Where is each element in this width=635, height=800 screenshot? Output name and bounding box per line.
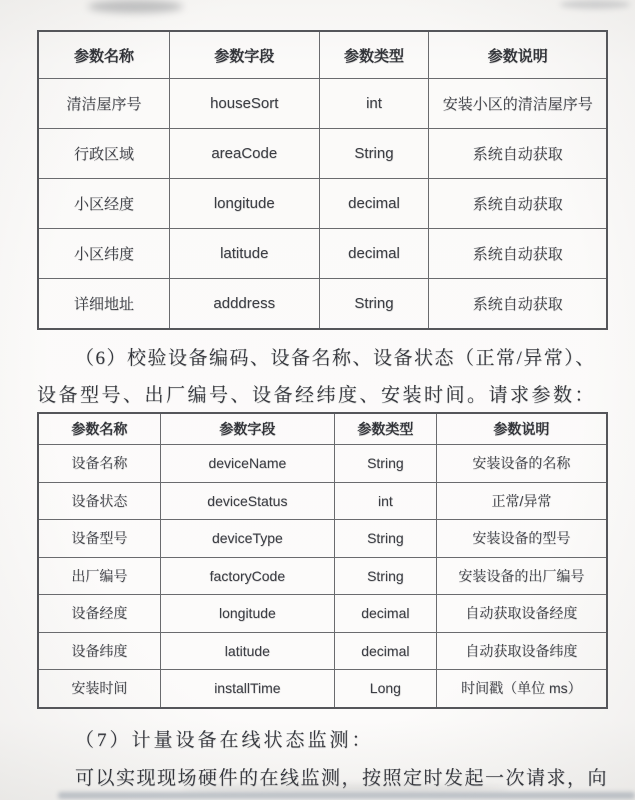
table-cell: String <box>319 129 429 179</box>
header-param-type: 参数类型 <box>334 413 436 445</box>
header-param-name: 参数名称 <box>38 413 160 445</box>
table-row <box>38 129 607 179</box>
table-cell: latitude <box>160 632 334 670</box>
table-cell: deviceStatus <box>160 482 334 520</box>
header-param-field: 参数字段 <box>160 413 334 445</box>
table-cell: 设备名称 <box>38 445 160 483</box>
table-cell: 系统自动获取 <box>429 229 607 279</box>
table-cell: String <box>334 520 436 558</box>
table-row <box>38 279 607 330</box>
table-cell: 安装设备的名称 <box>436 445 607 483</box>
header-param-field: 参数字段 <box>169 31 319 79</box>
table-cell: houseSort <box>169 79 319 129</box>
table-cell: latitude <box>169 229 319 279</box>
table-cell: 设备状态 <box>38 482 160 520</box>
table-cell: 安装时间 <box>38 670 160 708</box>
table-cell: 出厂编号 <box>38 557 160 595</box>
table-header-row <box>38 31 607 79</box>
parameter-table-device <box>37 412 608 709</box>
table-header-row <box>38 413 607 445</box>
table-cell: 安装设备的型号 <box>436 520 607 558</box>
photo-smudge-top <box>88 0 183 13</box>
table-cell: adddress <box>169 279 319 330</box>
header-param-desc: 参数说明 <box>436 413 607 445</box>
table-cell: 清洁屋序号 <box>38 79 169 129</box>
table-row <box>38 595 607 633</box>
table-cell: deviceName <box>160 445 334 483</box>
table-cell: String <box>319 279 429 330</box>
table-cell: 小区纬度 <box>38 229 169 279</box>
table-cell: 行政区域 <box>38 129 169 179</box>
table-row <box>38 179 607 229</box>
table-cell: 设备纬度 <box>38 632 160 670</box>
table-cell: longitude <box>160 595 334 633</box>
table-cell: 系统自动获取 <box>429 279 607 330</box>
table-row <box>38 557 607 595</box>
table-cell: 设备经度 <box>38 595 160 633</box>
table-cell: 安装小区的清洁屋序号 <box>429 79 607 129</box>
table-cell: 自动获取设备经度 <box>436 595 607 633</box>
paragraph-item-6 <box>37 340 612 414</box>
table-cell: deviceType <box>160 520 334 558</box>
table-cell: areaCode <box>169 129 319 179</box>
table-cell: 正常/异常 <box>436 482 607 520</box>
table-cell: int <box>334 482 436 520</box>
header-param-desc: 参数说明 <box>429 31 607 79</box>
photo-smudge-top-right <box>560 0 630 9</box>
table-cell: 系统自动获取 <box>429 179 607 229</box>
table-cell: longitude <box>169 179 319 229</box>
table-row <box>38 520 607 558</box>
table-cell: String <box>334 445 436 483</box>
table-row <box>38 229 607 279</box>
table-cell: 系统自动获取 <box>429 129 607 179</box>
table-cell: 详细地址 <box>38 279 169 330</box>
table-row <box>38 670 607 708</box>
table-cell: factoryCode <box>160 557 334 595</box>
table-cell: String <box>334 557 436 595</box>
header-param-type: 参数类型 <box>319 31 429 79</box>
table-cell: installTime <box>160 670 334 708</box>
table-cell: 安装设备的出厂编号 <box>436 557 607 595</box>
table-cell: decimal <box>334 595 436 633</box>
table-row <box>38 482 607 520</box>
table-cell: 设备型号 <box>38 520 160 558</box>
table-row <box>38 632 607 670</box>
header-param-name: 参数名称 <box>38 31 169 79</box>
table-cell: decimal <box>334 632 436 670</box>
paragraph-line: 可以实现现场硬件的在线监测，按照定时发起一次请求，向 <box>75 768 609 789</box>
table-row <box>38 445 607 483</box>
table-cell: 自动获取设备纬度 <box>436 632 607 670</box>
paragraph-line: 设备型号、出厂编号、设备经纬度、安装时间。请求参数： <box>37 385 597 406</box>
paragraph-line: （6）校验设备编码、设备名称、设备状态（正常/异常）、 <box>75 348 596 369</box>
paragraph-line: （7）计量设备在线状态监测： <box>75 730 374 751</box>
table-cell: decimal <box>319 229 429 279</box>
table-cell: Long <box>334 670 436 708</box>
paragraph-item-7 <box>37 722 612 798</box>
table-cell: int <box>319 79 429 129</box>
table-cell: decimal <box>319 179 429 229</box>
table-cell: 小区经度 <box>38 179 169 229</box>
parameter-table-house <box>37 30 608 330</box>
table-cell: 时间戳（单位 ms） <box>436 670 607 708</box>
table-row <box>38 79 607 129</box>
